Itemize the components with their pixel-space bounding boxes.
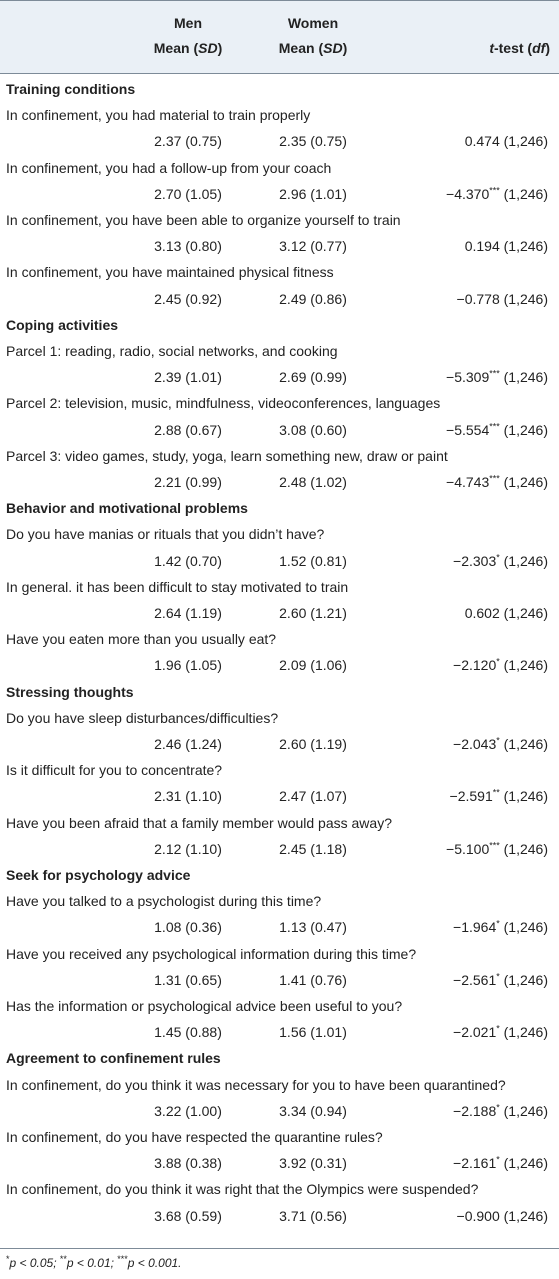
significance-marker: ***	[489, 420, 500, 431]
t-test-cell	[380, 474, 548, 490]
degrees-of-freedom: (1,246)	[499, 421, 548, 438]
t-value: −0.778	[456, 290, 500, 307]
significance-marker: *	[496, 918, 500, 929]
t-test-cell	[380, 657, 548, 673]
degrees-of-freedom: (1,246)	[499, 919, 548, 936]
significance-marker: ***	[489, 185, 500, 196]
t-test-cell	[380, 369, 548, 385]
men-mean-cell: 2.21 (0.99)	[154, 474, 222, 490]
significance-marker: *	[496, 656, 500, 667]
men-header-label: Men	[174, 15, 202, 31]
t-test-cell	[380, 553, 548, 569]
t-value: −2.561	[453, 971, 497, 988]
significance-marker: **	[492, 787, 500, 798]
t-value: −2.043	[453, 736, 497, 752]
degrees-of-freedom: (1,246)	[499, 1102, 548, 1119]
men-mean-cell: 2.88 (0.67)	[154, 421, 222, 438]
question-text: Have you eaten more than you usually eat?	[6, 631, 277, 648]
t-value: −2.120	[453, 657, 497, 674]
question-text: In confinement, you had material to train properly	[6, 107, 311, 124]
women-mean-cell: 3.12 (0.77)	[279, 238, 347, 255]
t-value: 0.602	[464, 605, 500, 621]
degrees-of-freedom: (1,246)	[499, 971, 548, 988]
women-mean-cell: 1.52 (0.81)	[279, 552, 347, 569]
men-mean-cell: 2.31 (1.10)	[154, 788, 222, 805]
degrees-of-freedom: (1,246)	[499, 133, 548, 150]
degrees-of-freedom: (1,246)	[499, 788, 548, 805]
men-header-stat: Mean (SD)	[153, 40, 223, 56]
degrees-of-freedom: (1,246)	[499, 552, 548, 569]
women-mean-cell: 3.71 (0.56)	[279, 1207, 347, 1224]
question-text: In confinement, you have maintained physical fitness	[6, 264, 334, 281]
section-heading: Training conditions	[6, 81, 136, 97]
significance-marker: ***	[489, 840, 500, 851]
t-value: −5.100	[446, 840, 490, 857]
question-text: In confinement, you have been able to organize yourself to train	[6, 212, 401, 228]
degrees-of-freedom: (1,246)	[499, 185, 548, 202]
question-text: Do you have sleep disturbances/difficulties?	[6, 709, 279, 726]
degrees-of-freedom: (1,246)	[499, 657, 548, 674]
women-header-stat: Mean (SD)	[278, 40, 348, 56]
men-mean-cell: 2.46 (1.24)	[154, 736, 222, 752]
women-mean-cell: 2.60 (1.21)	[279, 605, 347, 621]
significance-marker: *	[496, 1154, 500, 1165]
significance-marker: *	[496, 1023, 500, 1034]
degrees-of-freedom: (1,246)	[499, 840, 548, 857]
degrees-of-freedom: (1,246)	[499, 474, 548, 490]
men-mean-cell: 2.12 (1.10)	[154, 840, 222, 857]
t-test-cell	[380, 238, 548, 254]
degrees-of-freedom: (1,246)	[499, 290, 548, 307]
section-heading: Stressing thoughts	[6, 683, 134, 700]
question-text: Have you received any psychological information during this time?	[6, 945, 417, 962]
question-text: Parcel 3: video games, study, yoga, learn something new, draw or paint	[6, 447, 448, 464]
women-mean-cell: 2.45 (1.18)	[279, 840, 347, 857]
men-mean-cell: 1.45 (0.88)	[154, 1024, 222, 1041]
significance-marker: *	[496, 551, 500, 562]
t-test-cell	[380, 1103, 548, 1119]
women-header-label: Women	[287, 15, 339, 31]
significance-marker: ***	[489, 368, 500, 379]
men-mean-cell: 2.39 (1.01)	[154, 369, 222, 386]
t-test-cell	[380, 1155, 548, 1171]
degrees-of-freedom: (1,246)	[499, 1155, 548, 1172]
degrees-of-freedom: (1,246)	[499, 736, 548, 752]
t-value: −2.303	[453, 552, 497, 569]
t-test-cell	[380, 133, 548, 149]
t-test-cell	[380, 972, 548, 988]
question-text: In confinement, you had a follow-up from your coach	[6, 159, 332, 176]
women-mean-cell: 3.08 (0.60)	[279, 421, 347, 438]
t-value: −2.161	[453, 1155, 497, 1172]
men-mean-cell: 1.08 (0.36)	[154, 919, 222, 936]
t-value: 0.474	[464, 133, 500, 150]
men-mean-cell: 1.42 (0.70)	[154, 552, 222, 569]
men-mean-cell: 3.13 (0.80)	[154, 238, 222, 255]
men-mean-cell: 2.64 (1.19)	[154, 605, 222, 621]
t-test-cell	[380, 605, 548, 621]
significance-marker: *	[496, 1102, 500, 1113]
question-text: Do you have manias or rituals that you didn’t have?	[6, 526, 325, 543]
t-value: −4.743	[446, 474, 490, 490]
t-test-cell	[380, 1024, 548, 1040]
t-test-cell	[380, 186, 548, 202]
women-mean-cell: 3.92 (0.31)	[279, 1155, 347, 1172]
question-text: In confinement, do you have respected the quarantine rules?	[6, 1129, 383, 1145]
section-heading: Behavior and motivational problems	[6, 500, 248, 517]
t-value: −2.591	[449, 788, 493, 805]
t-test-cell	[380, 919, 548, 935]
men-mean-cell: 3.22 (1.00)	[154, 1102, 222, 1119]
men-mean-cell: 2.37 (0.75)	[154, 133, 222, 150]
section-heading: Agreement to confinement rules	[6, 1050, 221, 1067]
question-text: Have you talked to a psychologist during this time?	[6, 893, 322, 910]
t-value: −2.021	[453, 1024, 497, 1041]
table-footnote: *p < 0.05; **p < 0.01; ***p < 0.001.	[6, 1254, 182, 1270]
question-text: In confinement, do you think it was right that the Olympics were suspended?	[6, 1181, 479, 1198]
women-mean-cell: 2.47 (1.07)	[279, 788, 347, 805]
women-mean-cell: 2.48 (1.02)	[279, 474, 347, 490]
significance-marker: ***	[489, 473, 500, 484]
t-value: −5.309	[446, 369, 490, 386]
question-text: In confinement, do you think it was necessary for you to have been quarantined?	[6, 1076, 506, 1093]
significance-marker: *	[496, 971, 500, 982]
question-text: In general. it has been difficult to stay motivated to train	[6, 578, 349, 595]
men-mean-cell: 3.88 (0.38)	[154, 1155, 222, 1172]
degrees-of-freedom: (1,246)	[499, 605, 548, 621]
degrees-of-freedom: (1,246)	[499, 1207, 548, 1224]
women-mean-cell: 2.69 (0.99)	[279, 369, 347, 386]
degrees-of-freedom: (1,246)	[499, 369, 548, 386]
men-mean-cell: 3.68 (0.59)	[154, 1207, 222, 1224]
women-mean-cell: 3.34 (0.94)	[279, 1102, 347, 1119]
significance-marker: *	[496, 735, 500, 746]
women-mean-cell: 1.41 (0.76)	[279, 971, 347, 988]
bottom-rule	[0, 1248, 559, 1249]
section-heading: Seek for psychology advice	[6, 867, 191, 883]
women-mean-cell: 2.09 (1.06)	[279, 657, 347, 674]
t-test-cell	[380, 291, 548, 307]
women-mean-cell: 2.49 (0.86)	[279, 290, 347, 307]
men-mean-cell: 1.31 (0.65)	[154, 971, 222, 988]
t-value: −4.370	[446, 185, 490, 202]
women-mean-cell: 1.13 (0.47)	[279, 919, 347, 936]
top-rule	[0, 0, 559, 1]
question-text: Parcel 1: reading, radio, social networks, and cooking	[6, 343, 338, 359]
women-mean-cell: 2.96 (1.01)	[279, 185, 347, 202]
t-value: −5.554	[446, 421, 490, 438]
women-mean-cell: 2.60 (1.19)	[279, 736, 347, 752]
t-test-cell	[380, 788, 548, 804]
men-mean-cell: 2.70 (1.05)	[154, 185, 222, 202]
t-test-cell	[380, 1208, 548, 1224]
ttest-column-header: t-test (df)	[489, 40, 550, 56]
t-test-cell	[380, 841, 548, 857]
t-value: −2.188	[453, 1102, 497, 1119]
section-heading: Coping activities	[6, 316, 119, 333]
men-mean-cell: 2.45 (0.92)	[154, 290, 222, 307]
header-rule	[0, 73, 559, 74]
women-mean-cell: 1.56 (1.01)	[279, 1024, 347, 1041]
question-text: Has the information or psychological advice been useful to you?	[6, 998, 403, 1014]
degrees-of-freedom: (1,246)	[499, 1024, 548, 1041]
women-mean-cell: 2.35 (0.75)	[279, 133, 347, 150]
question-text: Have you been afraid that a family member would pass away?	[6, 814, 392, 831]
t-test-cell	[380, 736, 548, 752]
t-value: 0.194	[464, 238, 500, 255]
question-text: Parcel 2: television, music, mindfulness, videoconferences, languages	[6, 395, 441, 412]
t-value: −0.900	[456, 1207, 500, 1224]
question-text: Is it difficult for you to concentrate?	[6, 762, 223, 779]
men-mean-cell: 1.96 (1.05)	[154, 657, 222, 674]
t-value: −1.964	[453, 919, 497, 936]
t-test-cell	[380, 422, 548, 438]
degrees-of-freedom: (1,246)	[499, 238, 548, 255]
